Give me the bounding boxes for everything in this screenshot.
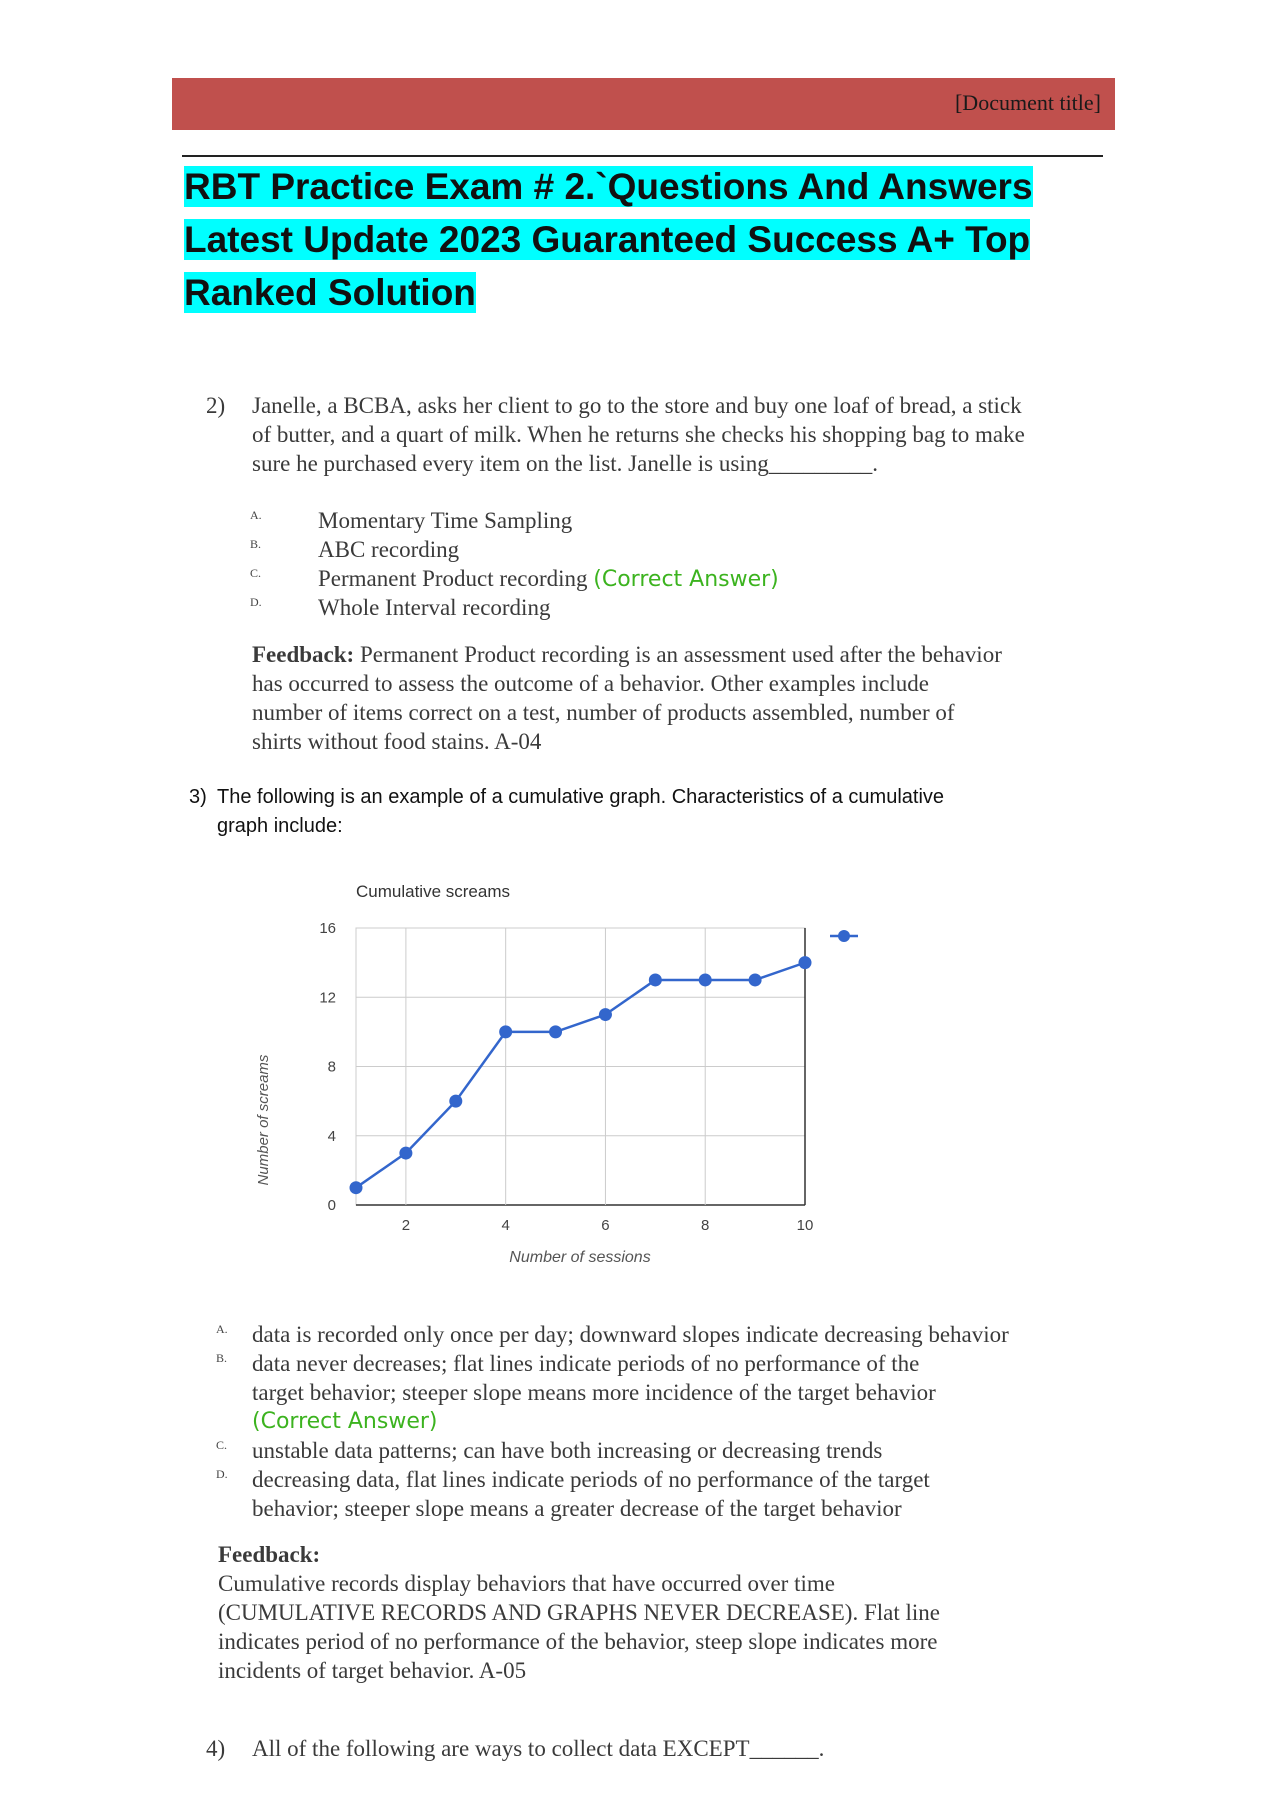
option-text: ABC recording bbox=[318, 537, 460, 562]
feedback-line: shirts without food stains. A-04 bbox=[252, 729, 542, 754]
y-tick-label: 12 bbox=[319, 989, 336, 1007]
option-letter: A. bbox=[250, 508, 262, 522]
option-letter: C. bbox=[216, 1438, 228, 1452]
y-tick-label: 0 bbox=[327, 1197, 336, 1214]
option-letter: D. bbox=[250, 595, 262, 609]
option-c[interactable] bbox=[250, 564, 1100, 593]
option-label: Permanent Product recording bbox=[318, 566, 588, 591]
option-a[interactable] bbox=[216, 1320, 1106, 1349]
data-point bbox=[799, 956, 812, 969]
data-point bbox=[350, 1181, 363, 1194]
title-line-3: Ranked Solution bbox=[184, 272, 476, 313]
title-line-1: RBT Practice Exam # 2.`Questions And Answers bbox=[184, 166, 1033, 207]
feedback-label: Feedback: bbox=[252, 642, 355, 667]
x-axis-ticks bbox=[402, 1217, 814, 1234]
question-text bbox=[252, 391, 1025, 478]
option-letter: B. bbox=[216, 1351, 228, 1365]
feedback-text: Permanent Product recording is an assessment used after the behavior bbox=[359, 642, 1002, 667]
question-line: Janelle, a BCBA, asks her client to go to the store and buy one loaf of bread, a stick bbox=[252, 393, 1022, 418]
series-points bbox=[350, 956, 812, 1194]
question-4 bbox=[206, 1734, 1106, 1764]
y-tick-label: 4 bbox=[327, 1127, 336, 1145]
feedback-line bbox=[252, 640, 1112, 669]
option-a[interactable] bbox=[250, 506, 1100, 535]
question-text: All of the following are ways to collect data EXCEPT______. bbox=[252, 1736, 825, 1761]
x-tick-label: 8 bbox=[701, 1217, 710, 1234]
option-c[interactable] bbox=[216, 1436, 1106, 1465]
feedback-line: incidents of target behavior. A-05 bbox=[218, 1658, 527, 1683]
y-axis-label: Number of screams bbox=[255, 1054, 272, 1186]
y-tick-label: 16 bbox=[319, 920, 336, 937]
question-line: The following is an example of a cumulative graph. Characteristics of a cumulative bbox=[217, 786, 945, 808]
option-line: decreasing data, flat lines indicate periods of no performance of the target bbox=[252, 1467, 930, 1492]
x-tick-label: 2 bbox=[401, 1217, 411, 1234]
question-number: 2) bbox=[206, 393, 226, 418]
document-title: [Document title] bbox=[954, 90, 1101, 115]
feedback-q2 bbox=[252, 640, 1112, 760]
option-line: behavior; steeper slope means a greater decrease of the target behavior bbox=[252, 1496, 902, 1521]
x-axis-label: Number of sessions bbox=[509, 1249, 651, 1266]
option-letter: B. bbox=[250, 537, 262, 551]
data-point bbox=[499, 1025, 512, 1038]
feedback-line: (CUMULATIVE RECORDS AND GRAPHS NEVER DECREASE). Flat line bbox=[218, 1600, 940, 1625]
x-tick-label: 6 bbox=[601, 1217, 610, 1234]
chart-legend bbox=[830, 930, 858, 942]
question-line: sure he purchased every item on the list. Janelle is using_________. bbox=[252, 451, 878, 476]
question-line: of butter, and a quart of milk. When he returns she checks his shopping bag to make bbox=[252, 422, 1025, 447]
chart-grid bbox=[356, 928, 805, 1205]
question-2 bbox=[206, 391, 1106, 481]
page-title bbox=[184, 160, 1084, 319]
option-text bbox=[252, 1465, 1102, 1523]
question-number: 3) bbox=[189, 786, 207, 808]
feedback-q3 bbox=[218, 1540, 1098, 1690]
data-point bbox=[649, 973, 662, 986]
y-tick-label: 8 bbox=[327, 1058, 336, 1076]
option-line: unstable data patterns; can have both increasing or decreasing trends bbox=[252, 1438, 883, 1463]
question-number: 4) bbox=[206, 1736, 226, 1761]
x-tick-label: 4 bbox=[501, 1217, 510, 1234]
title-rule bbox=[182, 155, 1103, 157]
data-point bbox=[599, 1008, 612, 1021]
option-b[interactable] bbox=[216, 1349, 1106, 1436]
question-line: graph include: bbox=[217, 815, 343, 837]
option-line: data is recorded only once per day; downward slopes indicate decreasing behavior bbox=[252, 1322, 1009, 1347]
y-axis-ticks bbox=[319, 920, 336, 1214]
data-point bbox=[699, 973, 712, 986]
header-bar bbox=[172, 78, 1115, 130]
option-text: Momentary Time Sampling bbox=[318, 508, 573, 533]
correct-answer-label: (Correct Answer) bbox=[593, 567, 779, 592]
option-text bbox=[318, 564, 779, 594]
data-point bbox=[399, 1147, 412, 1160]
option-text bbox=[252, 1320, 1102, 1349]
x-tick-label: 10 bbox=[796, 1217, 814, 1234]
feedback-line: indicates period of no performance of the behavior, steep slope indicates more bbox=[218, 1629, 938, 1654]
legend-marker bbox=[838, 930, 850, 942]
option-text bbox=[252, 1436, 1102, 1465]
data-point bbox=[749, 973, 762, 986]
question-text bbox=[217, 783, 944, 841]
series-line bbox=[356, 963, 805, 1188]
feedback-line: Cumulative records display behaviors that have occurred over time bbox=[218, 1571, 835, 1596]
cumulative-chart bbox=[240, 870, 860, 1270]
correct-answer-label: (Correct Answer) bbox=[252, 1409, 438, 1434]
chart-title: Cumulative screams bbox=[356, 882, 510, 901]
option-b[interactable] bbox=[250, 535, 1100, 564]
question-3 bbox=[189, 783, 1089, 843]
feedback-line: has occurred to assess the outcome of a behavior. Other examples include bbox=[252, 671, 929, 696]
option-d[interactable] bbox=[216, 1465, 1106, 1523]
feedback-label: Feedback: bbox=[218, 1542, 321, 1567]
data-point bbox=[449, 1095, 462, 1108]
option-letter: D. bbox=[216, 1467, 228, 1481]
option-d[interactable] bbox=[250, 593, 1100, 622]
title-line-2: Latest Update 2023 Guaranteed Success A+ Top bbox=[184, 219, 1031, 260]
data-point bbox=[549, 1025, 562, 1038]
option-line: target behavior; steeper slope means more incidence of the target behavior bbox=[252, 1380, 936, 1405]
option-text: Whole Interval recording bbox=[318, 595, 551, 620]
option-text bbox=[252, 1349, 1102, 1436]
feedback-line: number of items correct on a test, number of products assembled, number of bbox=[252, 700, 955, 725]
option-letter: C. bbox=[250, 566, 262, 580]
option-line: data never decreases; flat lines indicate periods of no performance of the bbox=[252, 1351, 920, 1376]
option-letter: A. bbox=[216, 1322, 228, 1336]
